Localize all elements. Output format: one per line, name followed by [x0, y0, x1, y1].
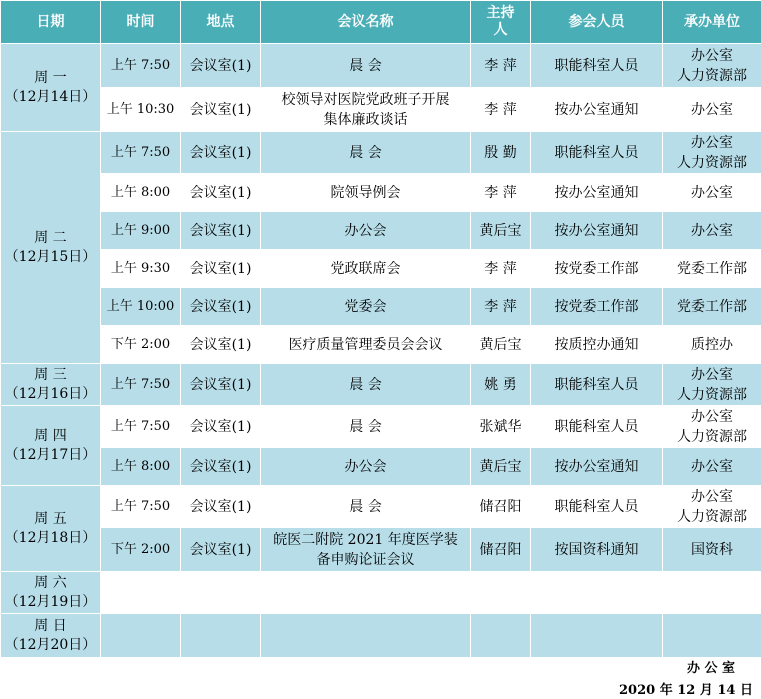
- cell-host: 黄后宝: [471, 326, 531, 364]
- cell-time: 下午 2:00: [101, 326, 181, 364]
- cell-host: 李 萍: [471, 174, 531, 212]
- cell-attendees: 按办公室通知: [531, 212, 663, 250]
- cell-meeting: 医疗质量管理委员会会议: [261, 326, 471, 364]
- table-row: [1, 326, 761, 364]
- cell-empty: [181, 572, 261, 614]
- cell-place: 会议室(1): [181, 44, 261, 88]
- cell-host: 张斌华: [471, 406, 531, 448]
- table-row: [1, 88, 761, 132]
- cell-organizer: 办公室 人力资源部: [663, 486, 761, 528]
- cell-time: 上午 7:50: [101, 406, 181, 448]
- cell-attendees: 按党委工作部: [531, 288, 663, 326]
- cell-place: 会议室(1): [181, 364, 261, 406]
- cell-place: 会议室(1): [181, 174, 261, 212]
- cell-empty: [471, 572, 531, 614]
- cell-time: 上午 9:00: [101, 212, 181, 250]
- table-row: [1, 528, 761, 572]
- cell-place: 会议室(1): [181, 486, 261, 528]
- cell-time: 上午 7:50: [101, 486, 181, 528]
- table-row: [1, 614, 761, 658]
- header-row: [1, 1, 761, 44]
- cell-empty: [101, 614, 181, 658]
- cell-empty: [663, 572, 761, 614]
- cell-host: 李 萍: [471, 88, 531, 132]
- cell-empty: [101, 572, 181, 614]
- cell-host: 殷 勤: [471, 132, 531, 174]
- day-date: （12月17日）: [4, 446, 97, 463]
- cell-meeting: 党政联席会: [261, 250, 471, 288]
- cell-attendees: 按办公室通知: [531, 88, 663, 132]
- cell-place: 会议室(1): [181, 88, 261, 132]
- table-row: [1, 174, 761, 212]
- cell-host: 姚 勇: [471, 364, 531, 406]
- cell-organizer: 办公室 人力资源部: [663, 132, 761, 174]
- cell-organizer: 质控办: [663, 326, 761, 364]
- cell-meeting: 校领导对医院党政班子开展集体廉政谈话: [261, 88, 471, 132]
- cell-host: 李 萍: [471, 44, 531, 88]
- day-weekday: 周 三: [34, 366, 67, 383]
- cell-attendees: 按国资科通知: [531, 528, 663, 572]
- cell-meeting: 皖医二附院 2021 年度医学装备申购论证会议: [261, 528, 471, 572]
- cell-host: 黄后宝: [471, 212, 531, 250]
- cell-place: 会议室(1): [181, 528, 261, 572]
- cell-time: 上午 10:30: [101, 88, 181, 132]
- cell-organizer: 办公室 人力资源部: [663, 44, 761, 88]
- cell-organizer: 办公室 人力资源部: [663, 406, 761, 448]
- cell-attendees: 按办公室通知: [531, 174, 663, 212]
- table-row: [1, 132, 761, 174]
- cell-meeting: 晨 会: [261, 44, 471, 88]
- cell-time: 上午 8:00: [101, 448, 181, 486]
- day-cell-monday: [1, 44, 101, 132]
- day-weekday: 周 五: [34, 510, 67, 527]
- day-cell-saturday: [1, 572, 101, 614]
- cell-host: 李 萍: [471, 288, 531, 326]
- cell-organizer: 国资科: [663, 528, 761, 572]
- cell-host: 储召阳: [471, 528, 531, 572]
- cell-attendees: 按党委工作部: [531, 250, 663, 288]
- table-row: [1, 44, 761, 88]
- day-weekday: 周 四: [34, 427, 67, 444]
- cell-empty: [531, 572, 663, 614]
- cell-time: 上午 8:00: [101, 174, 181, 212]
- cell-time: 上午 9:30: [101, 250, 181, 288]
- cell-time: 上午 7:50: [101, 364, 181, 406]
- cell-meeting: 晨 会: [261, 486, 471, 528]
- day-date: （12月14日）: [4, 88, 97, 105]
- day-date: （12月15日）: [4, 248, 97, 265]
- cell-host: 黄后宝: [471, 448, 531, 486]
- day-date: （12月20日）: [4, 636, 97, 653]
- table-row: [1, 406, 761, 448]
- cell-empty: [181, 614, 261, 658]
- cell-place: 会议室(1): [181, 212, 261, 250]
- header-attendees: 参会人员: [531, 1, 663, 44]
- cell-meeting: 院领导例会: [261, 174, 471, 212]
- header-place: 地点: [181, 1, 261, 44]
- cell-empty: [531, 614, 663, 658]
- cell-meeting: 党委会: [261, 288, 471, 326]
- cell-empty: [261, 572, 471, 614]
- day-date: （12月18日）: [4, 529, 97, 546]
- day-cell-tuesday: [1, 132, 101, 364]
- cell-attendees: 职能科室人员: [531, 364, 663, 406]
- day-weekday: 周 日: [34, 617, 67, 634]
- cell-host: 李 萍: [471, 250, 531, 288]
- day-date: （12月19日）: [4, 593, 97, 610]
- day-weekday: 周 六: [34, 574, 67, 591]
- cell-place: 会议室(1): [181, 448, 261, 486]
- table-row: [1, 250, 761, 288]
- cell-place: 会议室(1): [181, 132, 261, 174]
- cell-meeting: 办公会: [261, 212, 471, 250]
- day-date: （12月16日）: [4, 385, 97, 402]
- cell-place: 会议室(1): [181, 288, 261, 326]
- header-organizer: 承办单位: [663, 1, 761, 44]
- day-weekday: 周 二: [34, 229, 67, 246]
- cell-empty: [471, 614, 531, 658]
- cell-attendees: 职能科室人员: [531, 132, 663, 174]
- cell-organizer: 办公室: [663, 212, 761, 250]
- table-row: [1, 448, 761, 486]
- cell-empty: [663, 614, 761, 658]
- day-cell-wednesday: [1, 364, 101, 406]
- cell-time: 下午 2:00: [101, 528, 181, 572]
- cell-attendees: 职能科室人员: [531, 44, 663, 88]
- header-meeting: 会议名称: [261, 1, 471, 44]
- cell-organizer: 办公室: [663, 174, 761, 212]
- cell-attendees: 按办公室通知: [531, 448, 663, 486]
- cell-time: 上午 7:50: [101, 44, 181, 88]
- cell-meeting: 晨 会: [261, 132, 471, 174]
- cell-attendees: 按质控办通知: [531, 326, 663, 364]
- cell-place: 会议室(1): [181, 326, 261, 364]
- cell-host: 储召阳: [471, 486, 531, 528]
- day-cell-sunday: [1, 614, 101, 658]
- cell-meeting: 晨 会: [261, 406, 471, 448]
- day-cell-thursday: [1, 406, 101, 486]
- header-time: 时间: [101, 1, 181, 44]
- cell-empty: [261, 614, 471, 658]
- day-weekday: 周 一: [34, 69, 67, 86]
- table-row: [1, 364, 761, 406]
- header-host: 主持人: [471, 1, 531, 44]
- cell-organizer: 办公室: [663, 448, 761, 486]
- cell-meeting: 办公会: [261, 448, 471, 486]
- cell-organizer: 办公室 人力资源部: [663, 364, 761, 406]
- cell-place: 会议室(1): [181, 250, 261, 288]
- footer-office: 办 公 室: [686, 661, 735, 676]
- cell-time: 上午 7:50: [101, 132, 181, 174]
- cell-meeting: 晨 会: [261, 364, 471, 406]
- table-row: [1, 212, 761, 250]
- cell-organizer: 党委工作部: [663, 250, 761, 288]
- day-cell-friday: [1, 486, 101, 572]
- cell-place: 会议室(1): [181, 406, 261, 448]
- table-row: [1, 486, 761, 528]
- table-row: [1, 572, 761, 614]
- cell-organizer: 党委工作部: [663, 288, 761, 326]
- footer-date: 2020 年 12 月 14 日: [619, 683, 753, 698]
- table-row: [1, 288, 761, 326]
- cell-attendees: 职能科室人员: [531, 406, 663, 448]
- header-date: 日期: [1, 1, 101, 44]
- cell-organizer: 办公室: [663, 88, 761, 132]
- cell-time: 上午 10:00: [101, 288, 181, 326]
- cell-attendees: 职能科室人员: [531, 486, 663, 528]
